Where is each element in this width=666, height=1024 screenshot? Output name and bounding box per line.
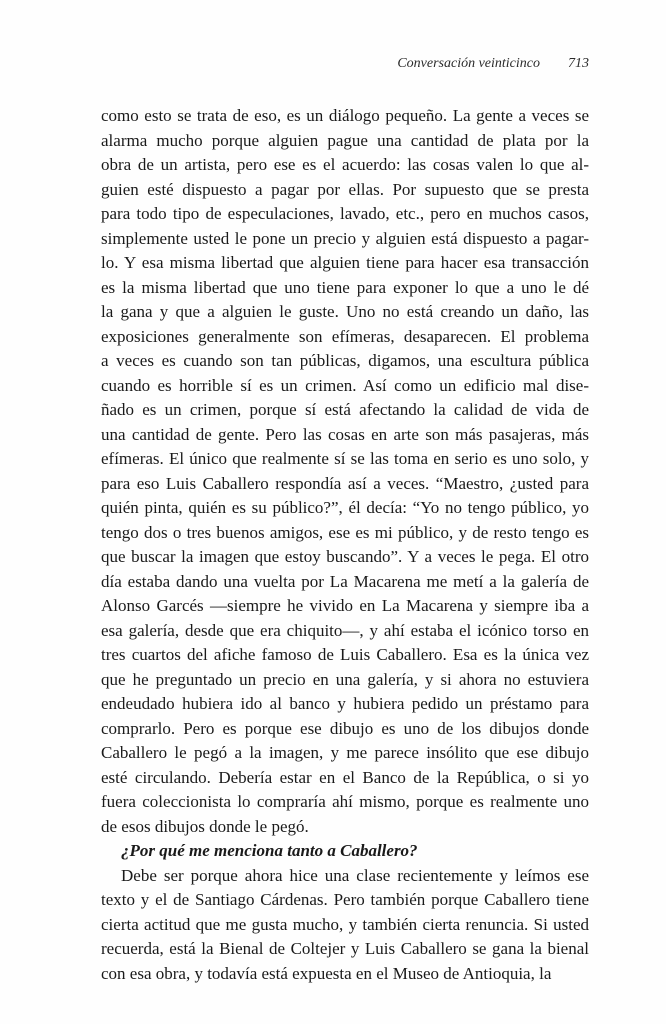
interview-question: ¿Por qué me menciona tanto a Caballero?	[121, 841, 418, 860]
text-line: alarma mucho porque alguien pague una cantidad de plata por la	[101, 130, 589, 150]
page-number: 713	[568, 56, 589, 71]
text-line: esa galería, desde que era chiquito—, y ahí estaba el icónico torso en	[101, 620, 589, 640]
text-line: comprarlo. Pero es porque ese dibujo es uno de los dibujos donde	[101, 718, 589, 738]
text-line: lo. Y esa misma libertad que alguien tiene para hacer esa transacción	[101, 253, 589, 272]
text-line: a veces es cuando son tan públicas, digamos, una escultura pública	[101, 351, 589, 370]
text-line: simplemente usted le pone un precio y alguien está dispuesto a pagar-	[101, 228, 589, 248]
text-line: que he preguntado un precio en una galería, y si ahora no estuviera	[101, 669, 589, 689]
text-line: endeudado hubiera ido al banco y hubiera pedido un préstamo para	[101, 694, 589, 713]
text-line: es la misma libertad que uno tiene para exponer lo que a uno le dé	[101, 277, 589, 297]
text-line: Debe ser porque ahora hice una clase recientemente y leímos ese	[121, 865, 589, 885]
paragraph-1	[101, 104, 589, 839]
text-line: efímeras. El único que realmente sí se las toma en serio es uno solo, y	[101, 449, 589, 468]
paragraph-2	[101, 864, 589, 987]
text-line: tres cuartos del afiche famoso de Luis Caballero. Esa es la única vez	[101, 645, 589, 664]
body-text	[101, 104, 589, 986]
text-line: para eso Luis Caballero respondía así a veces. “Maestro, ¿usted para	[101, 473, 589, 493]
text-line: recuerda, está la Bienal de Coltejer y Luis Caballero se gana la bienal	[101, 939, 589, 958]
text-line: como esto se trata de eso, es un diálogo pequeño. La gente a veces se	[101, 106, 589, 125]
text-line: para todo tipo de especulaciones, lavado, etc., pero en muchos casos,	[101, 204, 589, 223]
text-line: guien esté dispuesto a pagar por ellas. Por supuesto que se presta	[101, 179, 589, 199]
text-line: que buscar la imagen que estoy buscando”. Y a veces le pega. El otro	[101, 547, 589, 566]
text-line: ñado es un crimen, porque sí está afectando la calidad de vida de	[101, 400, 589, 419]
text-line: cuando es horrible sí es un crimen. Así como un edificio mal dise-	[101, 375, 589, 395]
chapter-title: Conversación veinticinco	[397, 56, 540, 71]
text-line: con esa obra, y todavía está expuesta en el Museo de Antioquia, la	[101, 963, 552, 983]
text-line: Caballero le pegó a la imagen, y me parece insólito que ese dibujo	[101, 743, 589, 762]
text-line: quién pinta, quién es su público?”, él decía: “Yo no tengo público, yo	[101, 498, 589, 517]
text-line: texto y el de Santiago Cárdenas. Pero también porque Caballero tiene	[101, 890, 589, 909]
running-head	[101, 56, 589, 72]
text-line: día estaba dando una vuelta por La Macarena me metí a la galería de	[101, 571, 589, 591]
text-line: esté circulando. Debería estar en el Banco de la República, o si yo	[101, 767, 589, 787]
text-line: la gana y que a alguien le guste. Uno no está creando un daño, las	[101, 302, 589, 321]
text-line: tengo dos o tres buenos amigos, ese es mi público, y de resto tengo es	[101, 522, 589, 542]
text-line: Alonso Garcés —siempre he vivido en La Macarena y siempre iba a	[101, 596, 589, 615]
text-line: exposiciones generalmente son efímeras, desaparecen. El problema	[101, 326, 589, 346]
text-line: cierta actitud que me gusta mucho, y también cierta renuncia. Si usted	[101, 914, 589, 934]
text-line: fuera coleccionista lo compraría ahí mismo, porque es realmente uno	[101, 792, 589, 811]
text-line: una cantidad de gente. Pero las cosas en arte son más pasajeras, más	[101, 424, 589, 444]
text-line: obra de un artista, pero ese es el acuerdo: las cosas valen lo que al-	[101, 155, 589, 174]
text-line: de esos dibujos donde le pegó.	[101, 816, 309, 836]
